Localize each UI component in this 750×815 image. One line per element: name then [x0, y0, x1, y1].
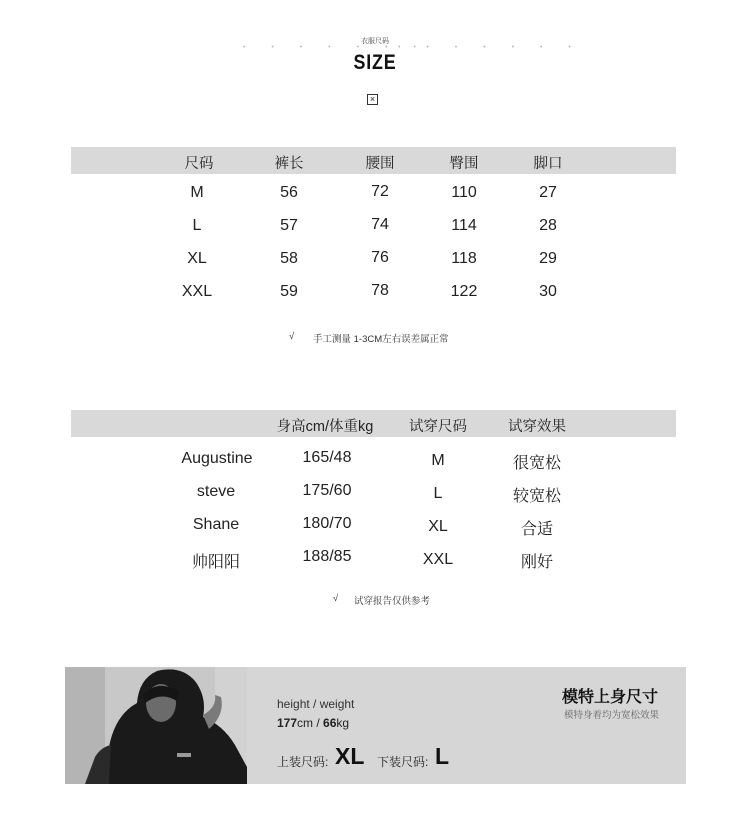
size-cell: 122 — [450, 283, 478, 300]
top-size-label: 上装尺码: — [277, 755, 329, 769]
fit-table-note: 试穿报告仅供参考 — [354, 596, 431, 607]
height-weight-value — [277, 716, 349, 730]
fit-cell: L — [433, 485, 443, 502]
size-cell: XL — [187, 250, 207, 267]
model-figure-image — [65, 667, 247, 784]
fit-cell: 180/70 — [302, 515, 352, 532]
fit-cell: 165/48 — [302, 449, 352, 466]
model-panel-title: 模特上身尺寸 — [562, 689, 659, 706]
size-cell: 29 — [539, 250, 557, 267]
fit-col-header: 试穿效果 — [508, 419, 566, 435]
size-cell: 58 — [280, 250, 298, 267]
check-icon: √ — [289, 331, 295, 342]
model-photo — [65, 667, 247, 784]
fit-cell: M — [431, 452, 445, 469]
size-cell: L — [192, 217, 202, 234]
section-subtitle: 衣服尺码 — [361, 38, 389, 45]
size-cell: 74 — [371, 216, 389, 233]
fit-col-header: 身高cm/体重kg — [276, 419, 374, 435]
fit-cell-name: 帅阳阳 — [191, 554, 241, 571]
bottom-size-label: 下装尺码: — [377, 755, 429, 769]
size-col-header: 腰围 — [365, 156, 395, 172]
decorative-dots-right: • • • • • • • — [398, 44, 583, 51]
fit-col-header: 试穿尺码 — [409, 419, 467, 435]
model-weight: 66 — [323, 716, 337, 730]
size-cell: 118 — [451, 250, 477, 267]
size-cell: 28 — [539, 217, 557, 234]
height-unit: cm / — [297, 716, 324, 730]
size-col-header: 脚口 — [533, 156, 563, 172]
fit-cell: 刚好 — [520, 554, 554, 571]
size-cell: 59 — [280, 283, 298, 300]
fit-cell: 很宽松 — [512, 455, 562, 472]
size-cell: XXL — [181, 283, 213, 300]
check-icon: √ — [333, 593, 339, 604]
weight-unit: kg — [336, 716, 350, 730]
model-height: 177 — [277, 716, 298, 730]
fit-cell-name: Shane — [192, 516, 240, 533]
size-cell: 56 — [280, 184, 298, 201]
size-cell: 72 — [371, 183, 389, 200]
fit-cell: XL — [428, 518, 448, 535]
fit-cell: 188/85 — [302, 548, 352, 565]
bottom-size-value: L — [435, 743, 450, 769]
page-title: SIZE — [353, 51, 397, 74]
decorative-dots-left: • • • • • • • — [243, 44, 428, 51]
top-size-value: XL — [335, 743, 365, 769]
size-col-header: 臀围 — [449, 156, 479, 172]
size-cell: 78 — [371, 282, 389, 299]
height-weight-label: height / weight — [277, 697, 355, 711]
size-cell: 30 — [539, 283, 557, 300]
fit-cell-name: steve — [196, 483, 236, 500]
size-col-header: 裤长 — [274, 156, 304, 172]
fit-cell-name: Augustine — [181, 450, 253, 467]
model-info-panel — [65, 667, 686, 784]
fit-cell: 175/60 — [302, 482, 352, 499]
size-col-header: 尺码 — [184, 156, 214, 172]
size-cell: 114 — [451, 217, 477, 234]
fit-cell: 较宽松 — [512, 488, 562, 505]
size-cell: 27 — [539, 184, 557, 201]
size-cell: 76 — [371, 249, 389, 266]
close-icon[interactable]: × — [367, 94, 378, 105]
fit-cell: XXL — [422, 551, 454, 568]
fit-cell: 合适 — [520, 521, 554, 538]
model-panel-subtitle: 模特身着均为宽松效果 — [564, 710, 660, 721]
size-cell: M — [190, 184, 204, 201]
size-cell: 57 — [280, 217, 298, 234]
size-cell: 110 — [451, 184, 477, 201]
size-table-note: 手工测量 1-3CM左右误差属正常 — [313, 334, 449, 345]
